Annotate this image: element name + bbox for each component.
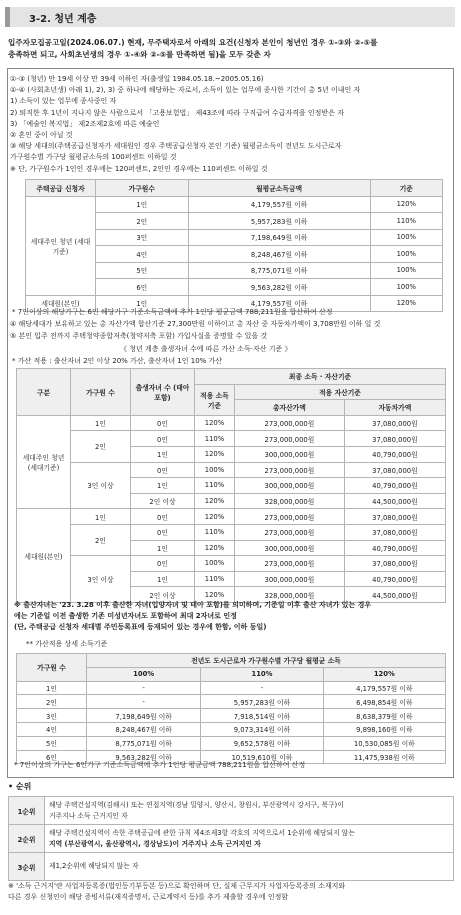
table-cell: 100% [370,262,442,279]
table-cell: 40,790,000원 [344,540,445,556]
table-cell: 44,500,000원 [344,587,445,603]
table-row [17,509,446,525]
table-cell: 120% [195,587,235,603]
table-header: 120% [323,667,445,681]
table-row [9,797,454,825]
table-cell: 3인 [96,229,189,246]
rank-label: 1순위 [9,797,45,825]
table-cell: - [87,681,201,695]
table-cell: 5,957,283원 이하 [201,695,323,709]
rank-desc [45,853,454,881]
table-cell: 0인 [131,415,195,431]
condition-line: ①-④ (사회초년생) 아래 1), 2), 3) 중 하나에 해당하는 자로서, 소득이 있는 업무에 종사한 기간이 총 5년 이내인 자 [10,86,361,95]
section-title: 3-2. 청년 계층 [29,14,97,25]
note-line: (단, 주택공급 신청자 세대별 주민등록표에 등재되어 있는 경우에 한함, 이하 동일) [14,623,267,631]
intro-text [8,37,454,62]
table-cell: 100% [195,462,235,478]
table-row [9,825,454,853]
table-cell: 37,080,000원 [344,509,445,525]
table-cell: 7,198,649원 이하 [188,229,370,246]
table-cell: 110% [370,213,442,230]
table-cell: 120% [195,415,235,431]
table-cell: 273,000,000원 [235,556,345,572]
table-cell: 120% [195,446,235,462]
rank-line: 해당 주택건설지역(김해시) 또는 연접지역(경남 밀양시, 양산시, 창원시, 부산광역시 강서구, 북구)이 [49,800,344,809]
table-cell: 44,500,000원 [344,493,445,509]
table-cell: 273,000,000원 [235,524,345,540]
table-cell: 300,000,000원 [235,478,345,494]
table-cell: 120% [195,493,235,509]
table-cell: 1인 [131,571,195,587]
table-cell: 4,179,557원 이하 [188,295,370,312]
condition-line: 1) 소득이 있는 업무에 종사중인 자 [10,97,117,106]
table-cell: 7,198,649원 이하 [87,709,201,723]
table-cell: 2인 [96,213,189,230]
table-row [26,196,443,213]
table-row [17,462,446,478]
rank-label: 3순위 [9,853,45,881]
condition-line: 3) 「예술인 복지법」 제2조제2호에 따른 예술인 [10,119,160,128]
group-label: 세대주인 청년 (세대기준) [26,196,96,295]
table-cell: 6인 [96,279,189,296]
table-cell: 37,080,000원 [344,415,445,431]
group-label: 세대원(본인) [17,509,71,603]
group-label: 세대주인 청년 (세대기준) [17,415,71,509]
intro-line: 입주자모집공고일(2024.06.07.) 현재, 무주택자로서 아래의 요건(신청자 본인이 청년인 경우 ①-③와 ②-⑤를 [8,38,378,47]
table-cell: 1인 [71,509,131,525]
table-header: 100% [87,667,201,681]
conditions-list [10,74,450,175]
table-cell: 37,080,000원 [344,462,445,478]
footer-note: 다른 경우 신청인이 해당 증빙서류(재직증명서, 근로계약서 등)를 추가 제출할 경우에 인정함 [8,893,289,901]
note-line: * 7인이상의 가구는 6인가구 기준소득금액에 추가 1인당 평균금액 788,211원을 합산하여 산정 [14,761,306,769]
table-header: 주택공급 신청자 [26,180,96,197]
table-cell: 273,000,000원 [235,509,345,525]
table-header: 구분 [17,369,71,416]
table-cell: 37,080,000원 [344,556,445,572]
table-header: 월평균소득금액 [188,180,370,197]
table-row [17,709,446,723]
table-row [17,736,446,750]
table-cell: 4인 [96,246,189,263]
table-header: 적용 소득기준 [195,384,235,415]
condition-line: 2) 퇴직한 후 1년이 지나지 않은 사람으로서 「고용보험법」 제43조에 따라 구직급여 수급자격을 인정받은 자 [10,108,344,117]
table-cell: 9,898,160원 이하 [323,722,445,736]
table-cell: 9,563,282원 이하 [87,750,201,764]
table-cell: 273,000,000원 [235,462,345,478]
table-cell: 300,000,000원 [235,540,345,556]
rank-desc [45,825,454,853]
rank-line: 제1,2순위에 해당되지 않는 자 [49,862,139,870]
condition-line: 가구원수별 가구당 월평균소득의 100퍼센트 이하일 것 [10,153,177,162]
table-cell: 120% [195,509,235,525]
section-header-bar [5,7,10,27]
rank-desc [45,797,454,825]
table-cell: 37,080,000원 [344,524,445,540]
table-cell: 3인 이상 [71,462,131,509]
note-line: ※ 출산자녀는 '23. 3.28 이후 출산한 자녀(입양자녀 및 태아 포함)를 의미하며, 기준일 이후 출산 자녀가 있는 경우 [14,601,372,609]
rank-line: 거주지나 소득 근거지인 자 [49,811,128,820]
table-header: 총자산가액 [235,400,345,416]
table-cell: 300,000,000원 [235,571,345,587]
table-cell: 9,563,282원 이하 [188,279,370,296]
table-row [17,431,446,447]
table-cell: 120% [195,540,235,556]
note-line: 에는 기준일 이전 출생한 기존 미성년자녀도 포함하여 최대 2자녀로 인정 [14,612,237,620]
note-line: ④ 해당세대가 보유하고 있는 총 자산가액 합산기준 27,300만원 이하이고 총 자산 중 자동차가액이 3,708만원 이하 일 것 [10,320,381,328]
table-cell: 7,918,514원 이하 [201,709,323,723]
table-cell: 10,530,085원 이하 [323,736,445,750]
note-line: ⑤ 본인 입주 전까지 주택청약종합저축(청약저축 포함) 가입사실을 증명할 수 있을 것 [10,332,268,340]
table-cell: 3인 이상 [71,556,131,603]
table-cell: 37,080,000원 [344,431,445,447]
intro-line: 충족하면 되고, 사회초년생의 경우 ①-④와 ②-⑤를 만족하면 됨)을 모두 갖춘 자 [8,50,271,60]
table-cell: 120% [370,196,442,213]
rank-label: 2순위 [9,825,45,853]
table-cell: 2인 [71,524,131,555]
table-cell: 1인 [131,446,195,462]
assets-table [16,368,446,603]
footer-note: ※ '소득 근거지'란 사업자등록증(법인등기부등본 등)으로 확인하며 단, 실제 근무지가 사업자등록증의 소재지와 [8,882,346,890]
table-row [17,415,446,431]
table-cell: 8,638,379원 이하 [323,709,445,723]
rank-title: • 순위 [8,782,32,791]
table-row [17,524,446,540]
table-cell: 40,790,000원 [344,478,445,494]
table-cell: 100% [370,246,442,263]
table-cell: 1인 [131,478,195,494]
table-cell: - [87,695,201,709]
table-header: 110% [201,667,323,681]
table-cell: 8,248,467원 이하 [188,246,370,263]
table-cell: 2인 이상 [131,493,195,509]
table-cell: 0인 [131,509,195,525]
group-label: 세대원(본인) [26,295,96,312]
table-cell: 4,179,557원 이하 [323,681,445,695]
table-cell: 120% [370,295,442,312]
table-cell: 5인 [96,262,189,279]
condition-line: ③ 해당 세대의(주택공급신청자가 세대원인 경우 주택공급신청자 본인 기준) 월평균소득이 전년도 도시근로자 [10,142,342,151]
table-cell: 5,957,283원 이하 [188,213,370,230]
table-cell: 328,000,000원 [235,587,345,603]
table-cell: 110% [195,478,235,494]
table-cell: 100% [370,229,442,246]
table-cell: 110% [195,431,235,447]
table-cell: 1인 [96,295,189,312]
table-cell: 328,000,000원 [235,493,345,509]
table-cell: 1인 [71,415,131,431]
table-cell: 9,073,314원 이하 [201,722,323,736]
table-cell: 3인 [17,709,87,723]
note-line: * 7인이상의 해당가구는 6인 해당가구 기준소득금액에 추가 1인당 평균금액 788,211원을 합산하여 산정 [12,308,333,316]
table-cell: 1인 [131,540,195,556]
table-cell: 1인 [96,196,189,213]
table-cell: 0인 [131,524,195,540]
table-cell: 11,475,938원 이하 [323,750,445,764]
table-cell: - [201,681,323,695]
table-cell: 0인 [131,462,195,478]
table-cell: 4인 [17,722,87,736]
table-cell: 0인 [131,431,195,447]
table-cell: 273,000,000원 [235,415,345,431]
table-cell: 6,498,854원 이하 [323,695,445,709]
table-cell: 40,790,000원 [344,571,445,587]
table-cell: 110% [195,524,235,540]
table-header: 최종 소득 · 자산기준 [195,369,446,385]
table-cell: 110% [195,571,235,587]
table-header: 적용 자산기준 [235,384,446,400]
table-cell: 8,248,467원 이하 [87,722,201,736]
condition-line: ② 혼인 중이 아닐 것 [10,131,73,140]
note-line: * 가산 적용 : 출산자녀 2인 이상 20% 가산, 출산자녀 1인 10% 가산 [12,357,223,365]
table-cell: 10,519,610원 이하 [201,750,323,764]
condition-line: ①-③ (청년) 만 19세 이상 만 39세 이하인 자(출생일 1984.05.18.~2005.05.16) [10,75,264,83]
table-cell: 2인 [71,431,131,462]
table-cell: 8,775,071원 이하 [87,736,201,750]
table-cell: 1인 [17,681,87,695]
income-detail-table [16,653,446,764]
note-line: ** 가산적용 상세 소득기준 [26,640,108,648]
table-header: 전년도 도시근로자 가구원수별 가구당 월평균 소득 [87,654,446,668]
table-row [17,681,446,695]
table-cell: 40,790,000원 [344,446,445,462]
table-cell: 0인 [131,556,195,572]
condition-line: ※ 단, 가구원수가 1인인 경우에는 120퍼센트, 2인인 경우에는 110퍼센트 이하일 것 [10,164,268,173]
table-cell: 5인 [17,736,87,750]
table-cell: 6인 [17,750,87,764]
table-cell: 100% [370,279,442,296]
table-header: 가구원 수 [17,654,87,682]
income-table [25,179,443,312]
note-heading: 《 청년 계층 출생자녀 수에 따른 가산 소득·자산 기준 》 [120,345,292,353]
rank-table [8,796,454,881]
table-header: 기준 [370,180,442,197]
table-cell: 9,652,578원 이하 [201,736,323,750]
table-header: 출생자녀 수 (태아포함) [131,369,195,416]
table-cell: 8,775,071원 이하 [188,262,370,279]
table-row [17,722,446,736]
rank-line: 해당 주택건설지역이 속한 주택공급에 관한 규칙 제4조제3항 각호의 지역으로서 1순위에 해당되지 않는 [49,828,355,837]
table-cell: 273,000,000원 [235,431,345,447]
table-header: 자동차가액 [344,400,445,416]
table-row [17,695,446,709]
table-cell: 100% [195,556,235,572]
table-row [17,556,446,572]
table-header: 가구원수 [96,180,189,197]
section-header [5,7,455,27]
table-row [9,853,454,881]
table-cell: 4,179,557원 이하 [188,196,370,213]
table-header: 가구원 수 [71,369,131,416]
table-cell: 2인 [17,695,87,709]
table-cell: 300,000,000원 [235,446,345,462]
rank-line: 지역 (부산광역시, 울산광역시, 경상남도)이 거주지나 소득 근거지인 자 [49,839,261,848]
table-cell: 2인 이상 [131,587,195,603]
